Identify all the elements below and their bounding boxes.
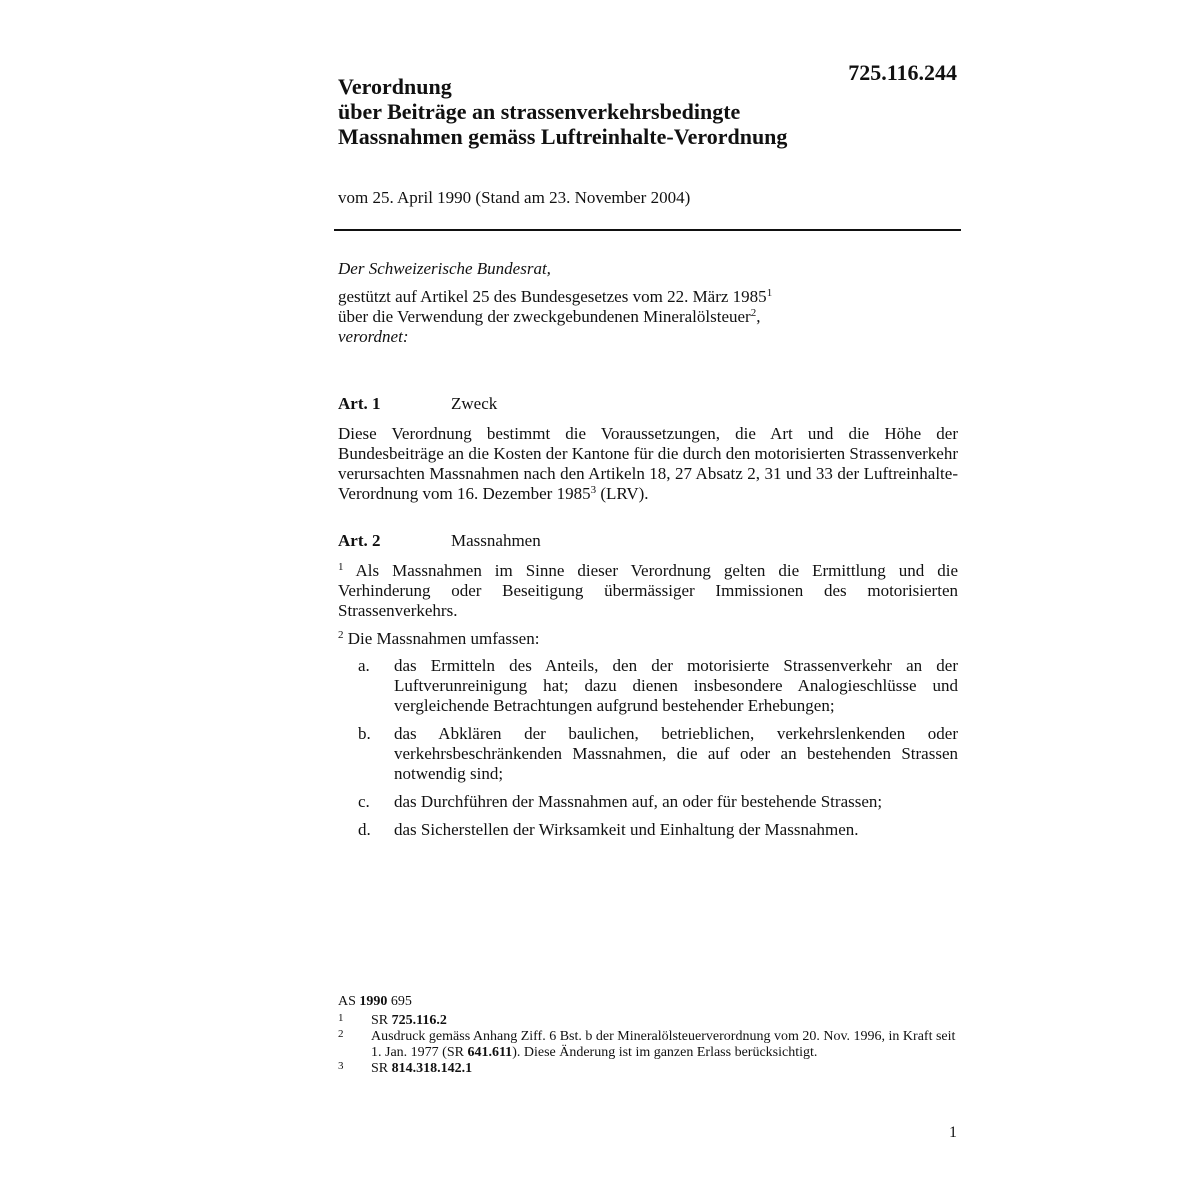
footnote-prefix: Ausdruck gemäss Anhang Ziff. 6 Bst. b der Mineralölsteuerverordnung vom 20. Nov. 1996, in Kraft seit 1. Jan. 1977 (SR	[371, 1029, 956, 1060]
legal-basis-line-2: über die Verwendung der zweckgebundenen Mineralölsteuer	[338, 307, 751, 326]
list-item	[338, 820, 958, 840]
document-title	[338, 74, 938, 149]
official-collection-ref	[338, 994, 958, 1010]
list-text: das Sicherstellen der Wirksamkeit und Einhaltung der Massnahmen.	[394, 820, 859, 839]
measures-list	[338, 656, 958, 848]
footnote-suffix: ). Diese Änderung ist im ganzen Erlass berücksichtigt.	[512, 1045, 818, 1060]
list-letter: a.	[358, 656, 370, 675]
paragraph-number: 2	[338, 629, 344, 641]
date-line: vom 25. April 1990 (Stand am 23. November 2004)	[338, 188, 691, 207]
article-title: Zweck	[451, 394, 498, 413]
title-line: Verordnung	[338, 74, 452, 99]
list-item	[338, 656, 958, 716]
title-line: Massnahmen gemäss Luftreinhalte-Verordnung	[338, 124, 788, 149]
sr-number: 725.116.244	[848, 60, 957, 85]
footnote	[338, 1029, 958, 1061]
footnote-ref[interactable]: 1	[766, 287, 773, 299]
footnote-prefix: SR	[371, 1061, 392, 1076]
footnote	[338, 1013, 958, 1029]
list-letter: b.	[358, 724, 371, 743]
list-text: das Durchführen der Massnahmen auf, an oder für bestehende Strassen;	[394, 792, 883, 811]
footnote-text	[371, 1061, 958, 1077]
title-line: über Beiträge an strassenverkehrsbedingte	[338, 99, 741, 124]
article-heading	[338, 531, 541, 551]
article-text: Diese Verordnung bestimmt die Voraussetzungen, die Art und die Höhe der Bundesbeiträge an die Kosten der Kantone für die durch den motorisierten Strassenverkehr verursachten Massnahmen nach den Artikeln 18, 27 Absatz 2, 31 und 33 der Luftreinhalte-Verordnung vom 16. Dezember 1985	[338, 424, 958, 503]
as-page: 695	[387, 994, 412, 1009]
list-item	[338, 724, 958, 784]
as-year: 1990	[359, 994, 388, 1009]
footnote-prefix: SR	[371, 1013, 392, 1028]
footnote-text	[371, 1029, 958, 1061]
article-2-para-2	[338, 629, 958, 649]
decree: verordnet:	[338, 327, 409, 346]
footnote-ref[interactable]: 3	[590, 484, 597, 496]
horizontal-rule	[334, 229, 961, 231]
list-item	[338, 792, 958, 812]
footnote-number: 2	[338, 1028, 344, 1040]
list-text: das Abklären der baulichen, betrieblichen, verkehrslenkenden oder verkehrsbeschränkenden Massnahmen, die auf oder an bestehenden Strassen notwendig sind;	[394, 724, 958, 783]
article-title: Massnahmen	[451, 531, 541, 550]
list-text: das Ermitteln des Anteils, den der motorisierte Strassenverkehr an der Luftverunreinigung hat; dazu dienen insbesondere Analogieschlüsse und vergleichende Betrachtungen aufgrund bestehender Erhebungen;	[394, 656, 958, 715]
paragraph-text: Als Massnahmen im Sinne dieser Verordnung gelten die Ermittlung und die Verhinderung oder Beseitigung übermässiger Immissionen des motorisierten Strassenverkehrs.	[338, 561, 958, 620]
preamble	[338, 259, 958, 347]
article-1-text	[338, 424, 958, 504]
list-letter: c.	[358, 792, 370, 811]
footnote-ref[interactable]: 2	[750, 307, 757, 319]
footnote-sr: 641.611	[467, 1045, 513, 1060]
as-prefix: AS	[338, 994, 360, 1009]
footnote-sr: 725.116.2	[391, 1013, 447, 1028]
article-number: Art. 2	[338, 531, 381, 550]
footnote	[338, 1061, 958, 1077]
article-text-end: (LRV).	[596, 484, 649, 503]
legal-basis-line-1: gestützt auf Artikel 25 des Bundesgesetzes vom 22. März 1985	[338, 287, 767, 306]
footnote-sr: 814.318.142.1	[391, 1061, 473, 1076]
footnote-number: 3	[338, 1060, 344, 1072]
article-number: Art. 1	[338, 394, 381, 413]
paragraph-number: 1	[338, 561, 344, 573]
footnotes	[338, 994, 958, 1077]
article-heading	[338, 394, 497, 414]
list-letter: d.	[358, 820, 371, 839]
punctuation: ,	[756, 307, 761, 326]
footnote-number: 1	[338, 1012, 344, 1024]
issuer: Der Schweizerische Bundesrat,	[338, 259, 551, 278]
paragraph-text: Die Massnahmen umfassen:	[343, 629, 540, 648]
footnote-text	[371, 1013, 958, 1029]
page-number: 1	[949, 1124, 957, 1141]
article-2-para-1	[338, 561, 958, 621]
legal-basis	[338, 287, 958, 327]
